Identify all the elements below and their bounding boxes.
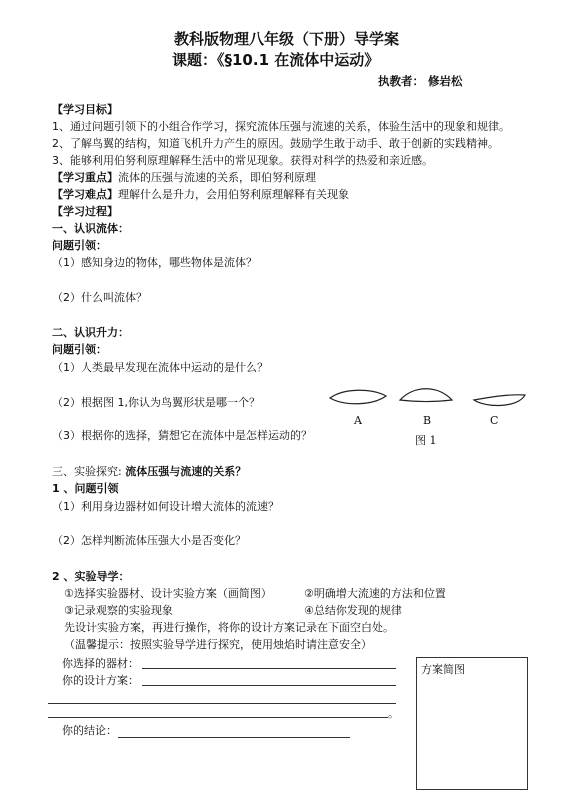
difficulty-label: 【学习难点】 [52, 188, 118, 201]
key-point-label: 【学习重点】 [52, 171, 118, 184]
design-line-period: 。 [388, 707, 399, 720]
design-answer-line-3[interactable] [48, 717, 388, 718]
design-answer-line-2[interactable] [48, 703, 396, 704]
section2-question-3: （3）根据你的选择，猜想它在流体中是怎样运动的？ [52, 429, 312, 442]
section1-question-1: （1）感知身边的物体，哪些物体是流体？ [52, 256, 257, 269]
wing-shape-b [400, 389, 452, 402]
design-label: 你的设计方案： [62, 674, 139, 687]
section1-heading: 一、认识流体： [52, 222, 129, 235]
safety-tip: （温馨提示：按照实验导学进行探究，使用烛焰时请注意安全） [64, 638, 372, 651]
section1-subheading: 问题引领： [52, 239, 107, 252]
experiment-instruction: 先设计实验方案，再进行操作，将你的设计方案记录在下面空白处。 [64, 621, 394, 634]
wing-shape-a [330, 390, 386, 404]
key-point-text: 流体的压强与流速的关系，即伯努利原理 [118, 171, 316, 184]
design-answer-line-1[interactable] [142, 685, 396, 686]
lesson-topic: 课题：《§10.1 在流体中运动》 [172, 51, 380, 69]
wing-shape-c [474, 395, 525, 406]
section2-heading: 二、认识升力： [52, 326, 129, 339]
sketch-box[interactable] [416, 657, 528, 790]
section3-heading-prefix: 三、实验探究: [52, 465, 126, 478]
goals-heading: 【学习目标】 [52, 103, 118, 116]
section3-question-2: （2）怎样判断流体压强大小是否变化？ [52, 534, 246, 547]
difficulty [52, 188, 349, 202]
equipment-label: 你选择的器材： [62, 657, 139, 670]
experiment-step-2: ②明确增大流速的方法和位置 [304, 587, 446, 600]
section2-subheading: 问题引领： [52, 343, 107, 356]
section3-part1-heading: 1 、问题引领 [52, 482, 119, 495]
conclusion-answer-line[interactable] [118, 737, 350, 738]
conclusion-label: 你的结论： [62, 724, 117, 737]
section3-question-1: （1）利用身边器材如何设计增大流体的流速？ [52, 500, 279, 513]
section3-heading-main: 流体压强与流速的关系？ [125, 465, 247, 478]
experiment-step-1: ①选择实验器材、设计实验方案（画简图） [64, 587, 272, 600]
experiment-step-3: ③记录观察的实验现象 [64, 604, 173, 617]
experiment-step-4: ④总结你发现的规律 [304, 604, 402, 617]
section2-question-1: （1）人类最早发现在流体中运动的是什么？ [52, 361, 268, 374]
goal-item-2: 2、了解鸟翼的结构，知道飞机升力产生的原因。鼓励学生敢于动手、敢于创新的实践精神。 [52, 137, 499, 150]
wing-label-c: C [490, 414, 499, 427]
goal-item-1: 1、通过问题引领下的小组合作学习，探究流体压强与流速的关系，体验生活中的现象和规律。 [52, 120, 510, 133]
author-line: 执教者： 修岩松 [378, 74, 463, 88]
goal-item-3: 3、能够利用伯努利原理解释生活中的常见现象。获得对科学的热爱和亲近感。 [52, 154, 433, 167]
process-heading: 【学习过程】 [52, 205, 118, 218]
figure1-caption: 图 1 [415, 434, 437, 447]
section2-question-2: （2）根据图 1,你认为鸟翼形状是哪一个？ [52, 396, 260, 409]
wing-label-b: B [423, 414, 432, 427]
key-point [52, 171, 316, 185]
equipment-answer-line[interactable] [142, 668, 396, 669]
sketch-box-label: 方案简图 [421, 663, 465, 676]
document-title: 教科版物理八年级（下册）导学案 [173, 30, 399, 48]
section3-part2-heading: 2 、实验导学： [52, 570, 130, 583]
wing-label-a: A [354, 414, 362, 427]
wing-shapes-figure [326, 380, 536, 414]
section3-heading [52, 465, 246, 479]
section1-question-2: （2）什么叫流体？ [52, 291, 147, 304]
difficulty-text: 理解什么是升力，会用伯努利原理解释有关现象 [118, 188, 349, 201]
